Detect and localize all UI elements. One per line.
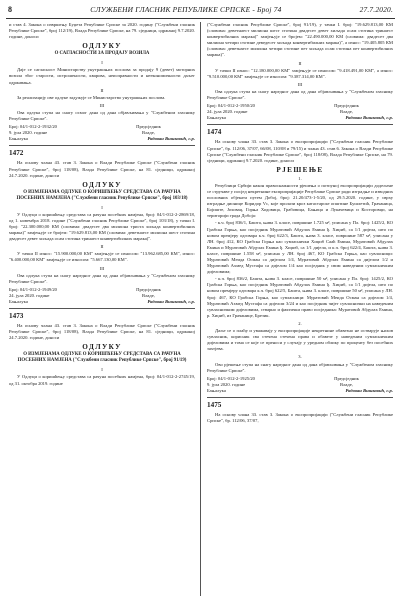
paragraph: За реализацију ове одлуке задужује се Министарство унутрашњих послова. — [17, 94, 166, 100]
signature-block — [9, 287, 195, 305]
section-marker: 3. — [298, 354, 302, 360]
signatory-name: Радован Вишковић, с.р. — [345, 387, 393, 393]
signatory-name: Радован Вишковић, с.р. — [345, 115, 393, 121]
act-number: 1474 — [207, 128, 222, 137]
act-number: 1472 — [9, 149, 24, 158]
signature-block — [9, 124, 195, 142]
signatory-role: Предсједник — [136, 124, 161, 130]
signature-place: Бањалука — [9, 136, 28, 142]
section-marker: I — [101, 367, 103, 373]
reference-number: Број: 04/1-012-2-1950/20 — [207, 103, 255, 109]
section-marker: I — [101, 60, 103, 66]
signature-date: 24. јула 2020. године — [9, 292, 50, 298]
signature-place: Бањалука — [207, 115, 226, 121]
signatory-role-2: Владе, — [142, 130, 155, 136]
signatory-role-2: Владе, — [340, 381, 353, 387]
paragraph: У Одлуци о коришћењу средстава са рачуна посебних намјена, број: 04/1-012-2-2869/18, од 1. новембра 2018. године ("Службени гласник Републике Српске", број 103/18), у тачки I. број: "22.300.000,00 КМ (словима: двадесет два милиона триста хиљада конвертибилних марака)" замјењује се бројем: "19.629.813,00 КМ (словима: деветнаест милиона шест стотина двадесет девет хиљада осам стотина тринаест конвертибилних марака)". — [9, 211, 195, 242]
signatory-role-2: Владе, — [340, 109, 353, 115]
signature-block — [207, 376, 393, 394]
intro-paragraph: На основу члана 43. став 3. Закона о Влади Републике Српске ("Службени гласник Републике Српске", број 118/08), Влада Републике Српске, на 81. сједници, одржаној 24.7.2020. године, доноси — [9, 160, 195, 178]
right-column — [207, 22, 393, 598]
paragraph: У Одлуци о коришћењу средстава са рачуна посебних намјена, број: 04/1-012-2-2745/19, од 31. октобра 2019. године — [9, 374, 195, 386]
section-marker: I — [101, 204, 103, 210]
section-marker: 1. — [298, 175, 302, 181]
intro-paragraph: На основу члана 33. став 3. Закона о експропријацији ("Службени гласник Републике Српске", бр. 112/06, 37/07, 66/08, 110/08 и 79/15) и члана 43. став 6. Закона о Влади Републике Српске ("Службени гласник Републике Српске", број 118/08), Влада Републике Српске, на 79. сједници, одржаној 9.7.2020. године, доноси — [207, 139, 393, 163]
reference-number: Број: 04/1-012-2-1949/20 — [9, 286, 57, 292]
intro-paragraph: На основу члана 33. став 3. Закона о експропријацији ("Службени гласник Републике Српске", бр. 112/06, 37/07, — [207, 411, 393, 424]
paragraph: Даље се о плаћу и уважавају у експропријације некретнине обавезно не остварује њихов сувласник, корисник сва стечена стечена права и обавезе у наведеним сувласничким дијеловима и тома се које се преноси у случају у уредном облику по проценту без посебних захтјева. — [207, 328, 393, 352]
page-header — [8, 5, 393, 17]
intro-paragraph: и став 4. Закона о извршењу Буџета Републике Српске за 2020. годину ("Службени гласник Републике Српске", број 112/19), Влада Републике Српске, на 79. сједници, одржаној 9.7.2020. године, доноси — [9, 22, 195, 40]
reference-number: Број: 04/1-012-2-1932/20 — [9, 124, 57, 130]
decision-title: ОДЛУКУ — [82, 343, 122, 352]
signatory-name: Радован Вишковић, с.р. — [147, 136, 195, 142]
signature-place: Бањалука — [207, 387, 226, 393]
decision-title: ОДЛУКУ — [82, 180, 122, 189]
section-marker: III — [297, 81, 303, 87]
decision-subtitle: О САГЛАСНОСТИ ЗА ПРОДАЈУ ВОЗИЛА — [54, 51, 150, 57]
signature-date: 9. јула 2020. године — [9, 130, 48, 136]
signatory-role-2: Владе, — [142, 292, 155, 298]
separator — [9, 308, 195, 309]
reference-number: Број: 04/1-012-2-1925/20 — [207, 375, 255, 381]
signatory-role: Предсједник — [334, 375, 359, 381]
paragraph: Ова одлука ступа на снагу наредног дана од дана објављивања у "Службеном гласнику Републике Српске". — [207, 88, 393, 101]
decision-title: РЈЕШЕЊЕ — [276, 165, 324, 174]
paragraph: Ова одлука ступа на снагу наредног дана од дана објављивања у "Службеном гласнику Републике Српске". — [9, 272, 195, 284]
page-number: 8 — [8, 5, 13, 14]
signature-date: 9. јула 2020. године — [207, 381, 246, 387]
separator — [207, 397, 393, 398]
decision-subtitle: О ИЗМЈЕНАМА ОДЛУКЕ О КОРИШЋЕЊУ СРЕДСТАВА СА РАЧУНА ПОСЕБНИХ НАМЈЕНА ("Службени гласник Републике Српске", број 103/18) — [16, 189, 188, 201]
section-marker: 2. — [298, 320, 302, 326]
decision-title: ОДЛУКУ — [82, 42, 122, 51]
signature-date: 24. јула 2020. године — [207, 109, 248, 115]
act-number: 1475 — [207, 400, 222, 409]
column-divider — [200, 22, 201, 596]
separator — [207, 124, 393, 125]
paragraph: Ова одлука ступа на снагу осмог дана од дана објављивања у "Службеном гласнику Републике Српске". — [9, 109, 195, 122]
gazette-title: СЛУЖБЕНИ ГЛАСНИК РЕПУБЛИКЕ СРПСКЕ - Број 74 — [90, 5, 282, 14]
act-number: 1473 — [9, 312, 24, 321]
paragraph: Даје се сагласност Министарству унутрашњих послова за продају 9 (девет) моторних возила због старости, истрошености, кварова, неисправности и неекономичности даљег одржавања. — [9, 67, 195, 85]
paragraph: - к.ч. број 836/1, Башта, њива 3. класе, површине 1.725 м², уписана у Пл. број: 1425/2, КО Грабска Горња, као посједник Муратовић Абдулах Емина ђ. Хиџиб, са 1/1 дијела, што по новом премјеру одговара к.ч. број 622/3, Башта, њива 3. класе, површине 587 м², уписана у ЛН. број 412, КО Грабска Горња као сувласнички Хиџиб Сааћ Емина, Муратовић Абдулах Емина и Муратовић Абдулах Емина ђ. Хиџиб, са 1/1 дијела, и к.ч. број 622/4, Башта, њива 3. класе, површине 1.558 м², уписана у ЛН. број 467, КО Грабска Горња, као сувласници: Муратовић Меида Осман са дијелом 1/4, Муратовић Абдулах Емина са дијелом 1/2 и Муратовић Ахмед Мустафа са дијелом 1/4 као посједник у свим наведеним сувласничким дијеловима; — [207, 220, 393, 275]
left-column — [9, 22, 195, 598]
decision-subtitle: О ИЗМЈЕНАМА ОДЛУКЕ О КОРИШЋЕЊУ СРЕДСТАВА СА РАЧУНА ПОСЕБНИХ НАМЈЕНА ("Службени гласник Републике Српске", број 91/19) — [17, 352, 187, 364]
paragraph: ("Службени гласник Републике Српске", број 91/19), у тачки I. број: "19.629.813,00 КМ (словима: деветнаест милиона шест стотина двадесет девет хиљада осам стотина тринаест конвертибилних марака)" замјењује се бројем: "22.490.000,00 КМ (словима: двадесет два милиона четири стотине деведесет хиљада конвертибилних марака)", а износ: "19.405.805 КМ (словима: деветнаест милиона четири стотине пет хиљада осам стотина пет конвертибилних марака)". — [207, 22, 393, 58]
paragraph: У тачки II износ: "12.180.000,00 КМ" замјењује се износом: "9.418.491,00 КМ", а износ: "9.510.000,00 КМ" замјењује се износом: "9.387.314,00 КМ". — [207, 67, 393, 79]
intro-paragraph: На основу члана 43. став 3. Закона о Влади Републике Српске ("Службени гласник Републике Српске", број 118/08), Влада Републике Српске, на 81. сједници, одржаној 24.7.2020. године, доноси — [9, 323, 195, 341]
section-marker: II — [298, 60, 302, 66]
section-marker: III — [99, 265, 105, 271]
signatory-role: Предсједник — [136, 286, 161, 292]
paragraph: - к.ч. број 836/2, Башта, њива 3. класе, површине 50 м², уписана у Пл. број: 1425/2, КО Грабска Горња, као посједник Муратовић Абдулах Емина ђ. Хиџиб, са 1/1 дијела, што по новом премјеру одговара к.ч. број 622/5, Башта, њива 3. класе, површине 50 м², уписана у ЛН. број: 467, КО Грабска Горња, као сувласници: Муратовић Меида Осман са дијелом 1/4, Муратовић Ахмед Мустафа са дијелом 3/24 и као посједник чијег сувласнички на наведеним сувласничким дијеловима, стварно и фактички право посједника: Муратовић Абдулах Емина, р. Хиџиб, из Грачанице, Брезик. — [207, 276, 393, 318]
issue-date: 27.7.2020. — [359, 5, 393, 14]
separator — [9, 145, 195, 146]
signatory-role: Предсједник — [334, 103, 359, 109]
signature-block — [207, 103, 393, 121]
paragraph: У тачки II износ: "15.900.000,00 КМ" замјењује се износом: "13.962.685,00 КМ", износ: "6.400.000,00 КМ" замјењује се износом: "5.667.130,00 КМ". — [9, 251, 195, 263]
header-rule — [6, 18, 395, 19]
section-marker: II — [100, 244, 104, 250]
paragraph: Републици Србији након правоснажности рјешења о потпуној експропријацији додељене се стручаве у посјед некретнине експропријације Републике Српске ради изградње и изводних пословних објеката путем Добој, број: 21.20/473-1-5/20, од 29.5.2020. године, у сврху изградње дионице Коридор Vc, које пролази кроз катастарске општине Бушлетић, Грачаница, Бојиште, Јоховац, Горња Ходовица, Грабовица, Бањица и Лукачевица и Косторовци, на територији града Добоја: — [207, 182, 393, 219]
signatory-name: Радован Вишковић, с.р. — [147, 299, 195, 304]
section-marker: III — [99, 102, 105, 108]
paragraph: Ово рјешење ступа на снагу наредног дана од дана објављивања у "Службеном гласнику Републике Српске". — [207, 361, 393, 373]
section-marker: II — [100, 87, 104, 93]
signature-place: Бањалука — [9, 299, 28, 304]
